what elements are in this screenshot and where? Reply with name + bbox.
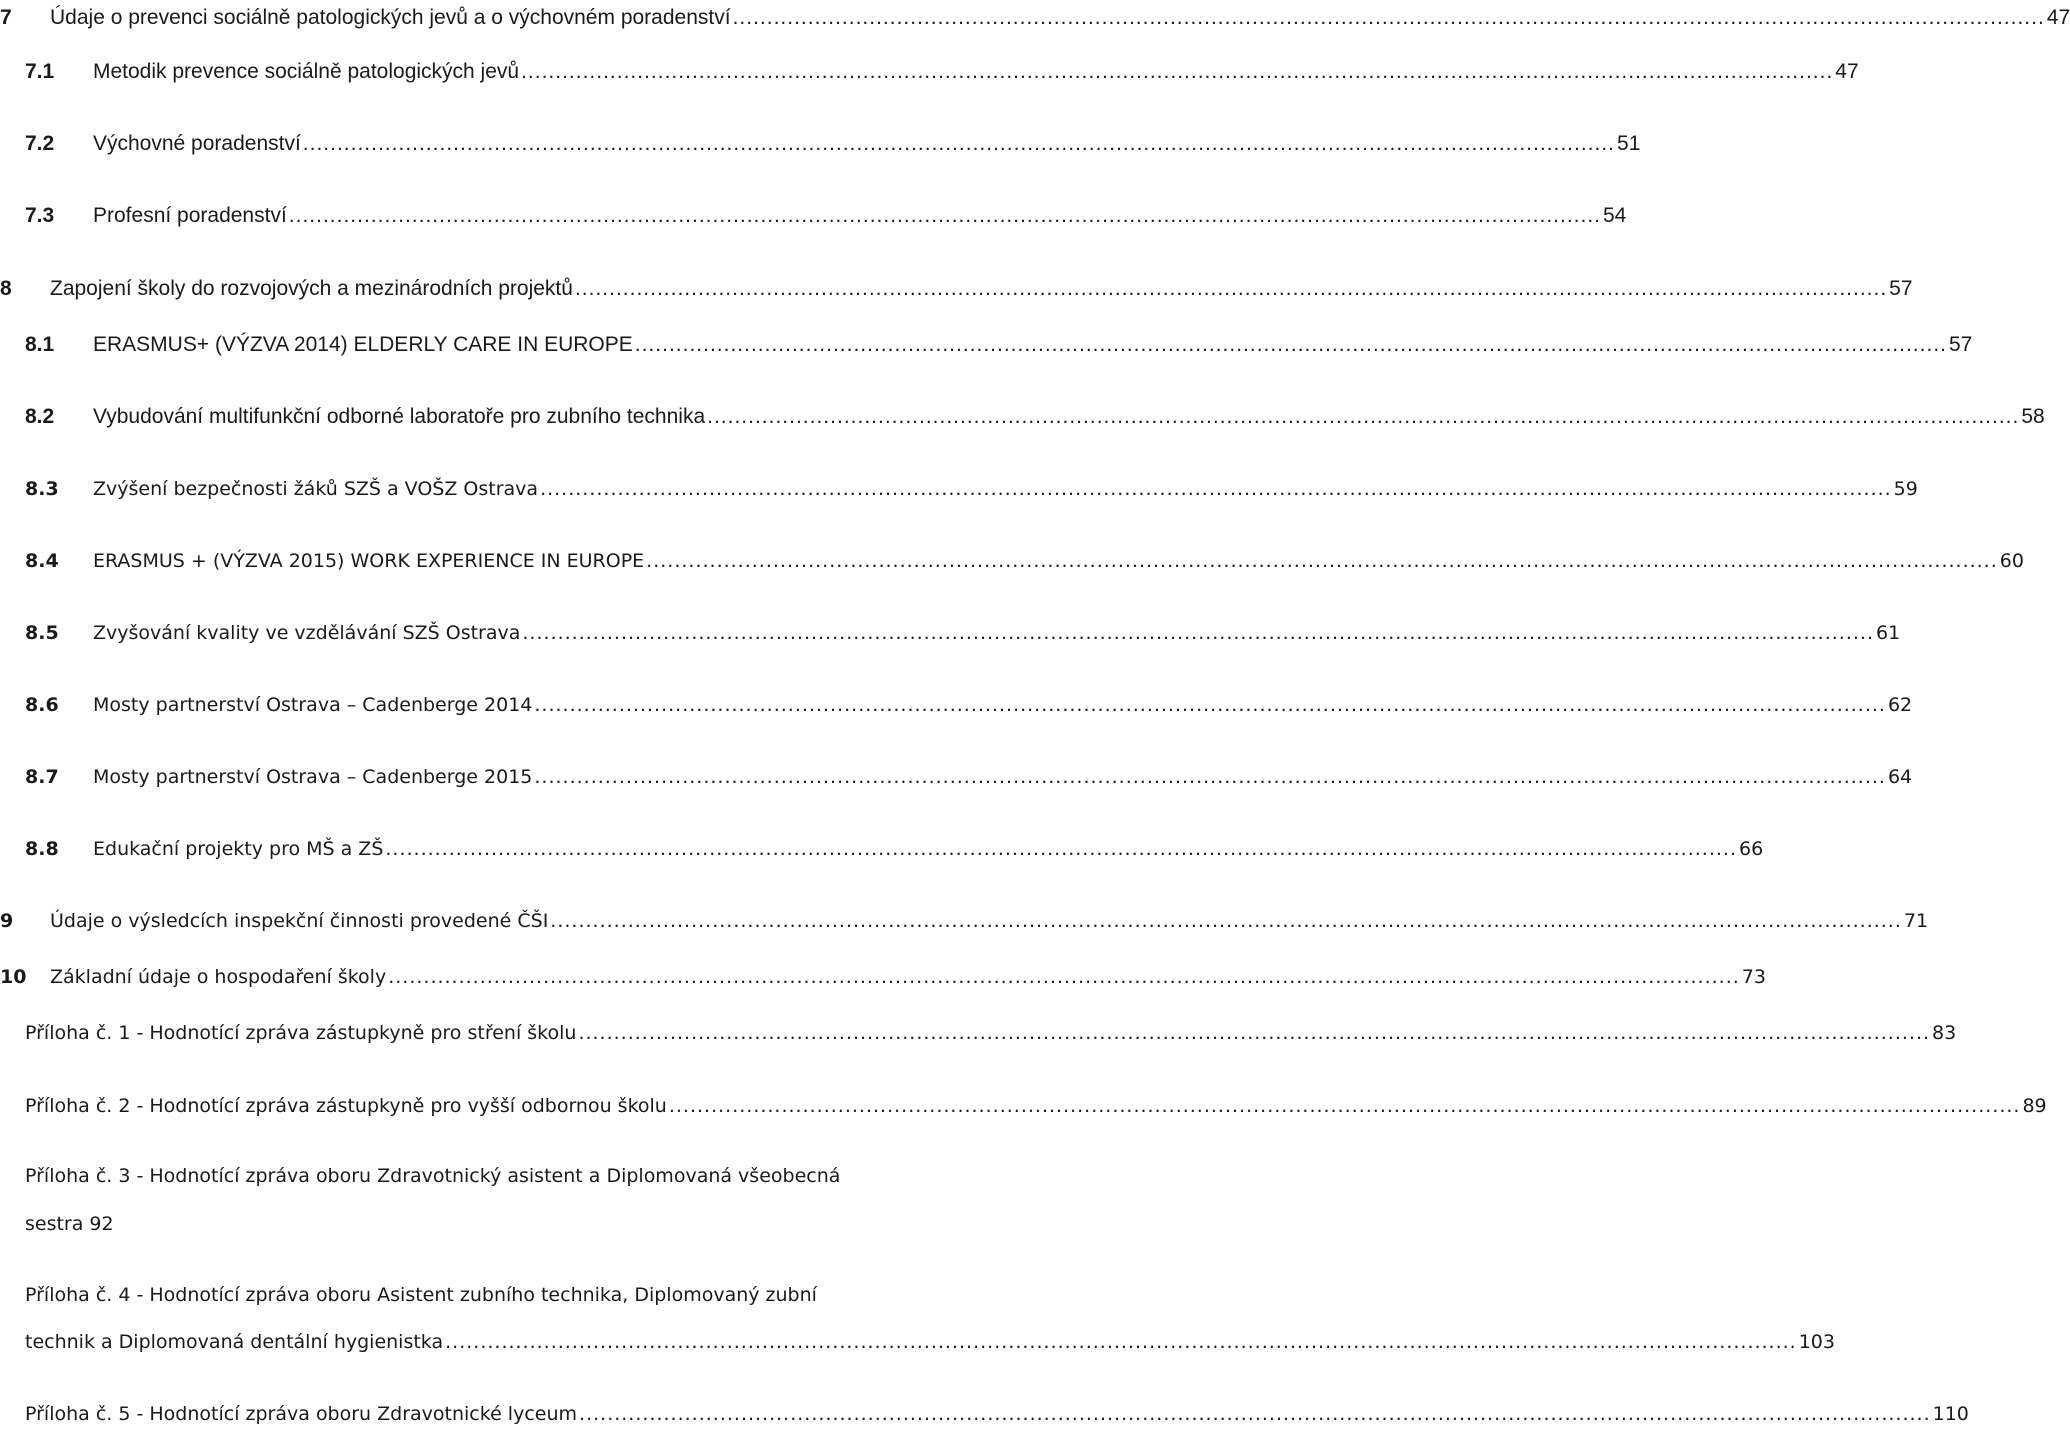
toc-entry[interactable] (0, 959, 1766, 995)
toc-leader-dots: ................................................................................................................................................................................................ (534, 766, 1886, 788)
toc-entry-title: Edukační projekty pro MŠ a ZŠ (93, 838, 384, 860)
toc-entry-page: 47 (1835, 60, 1859, 83)
appendix-page: 83 (1932, 1022, 1957, 1044)
appendix-title: Příloha č. 2 - Hodnotící zpráva zástupkyně pro vyšší odbornou školu (25, 1095, 667, 1117)
toc-entry-page: 71 (1903, 910, 1929, 932)
toc-leader-dots: ................................................................................................................................................................................................ (732, 6, 2045, 29)
toc-entry-number: 7.1 (25, 60, 55, 83)
toc-leader-dots: ................................................................................................................................................................................................ (521, 60, 1834, 83)
toc-entry-number: 8.8 (25, 838, 59, 860)
toc-entry[interactable] (0, 471, 1918, 507)
toc-entry[interactable] (0, 0, 2070, 36)
toc-entry-title: Profesní poradenství (93, 204, 287, 227)
toc-leader-dots: ................................................................................................................................................................................................ (707, 405, 2020, 428)
toc-entry-title: ERASMUS+ (VÝZVA 2014) ELDERLY CARE IN EUROPE (93, 333, 633, 356)
toc-entry-title: Údaje o výsledcích inspekční činnosti provedené ČŠI (50, 910, 549, 932)
toc-entry[interactable] (0, 903, 1929, 939)
toc-entry-page: 64 (1887, 766, 1913, 788)
toc-entry-number: 8.1 (25, 333, 55, 356)
toc-entry-title: Základní údaje o hospodaření školy (50, 966, 387, 988)
toc-entry-number: 8.6 (25, 694, 59, 716)
toc-entry-page: 51 (1617, 132, 1641, 155)
toc-entry-page: 57 (1889, 277, 1913, 300)
toc-entry-page: 59 (1893, 478, 1918, 500)
toc-entry-number: 7.3 (25, 204, 55, 227)
appendix-title: Příloha č. 1 - Hodnotící zpráva zástupkyně pro stření školu (25, 1022, 577, 1044)
toc-entry-page: 61 (1875, 622, 1901, 644)
toc-entry-page: 66 (1738, 838, 1764, 860)
toc-appendix-entry[interactable] (25, 1082, 2047, 1130)
toc-entry-number: 8.5 (25, 622, 59, 644)
toc-entry-title: Vybudování multifunkční odborné laboratoře pro zubního technika (93, 405, 706, 428)
toc-leader-dots: ................................................................................................................................................................................................ (445, 1331, 1797, 1353)
toc-entry[interactable] (0, 126, 1641, 162)
appendix-title: Příloha č. 5 - Hodnotící zpráva oboru Zdravotnické lyceum (25, 1403, 578, 1425)
toc-entry-title: Údaje o prevenci sociálně patologických jevů a o výchovném poradenství (50, 6, 731, 29)
toc-leader-dots: ................................................................................................................................................................................................ (540, 478, 1892, 500)
toc-entry-title: Mosty partnerství Ostrava – Cadenberge 2015 (93, 766, 533, 788)
toc-entry-title: Výchovné poradenství (93, 132, 301, 155)
appendix-title-line1: Příloha č. 4 - Hodnotící zpráva oboru Asistent zubního technika, Diplomovaný zubní (25, 1284, 817, 1306)
toc-entry[interactable] (0, 543, 2024, 579)
toc-entry-page: 57 (1948, 333, 1973, 356)
toc-entry-number: 8 (0, 277, 12, 300)
toc-appendix-entry[interactable] (25, 1009, 1957, 1057)
toc-leader-dots: ................................................................................................................................................................................................ (522, 622, 1874, 644)
toc-entry-number: 7.2 (25, 132, 55, 155)
toc-entry[interactable] (0, 831, 1764, 867)
toc-entry-page: 62 (1887, 694, 1913, 716)
toc-entry-title: Zvýšení bezpečnosti žáků SZŠ a VOŠZ Ostrava (93, 478, 539, 500)
appendix-page: 110 (1932, 1403, 1969, 1425)
toc-entry-number: 8.4 (25, 550, 59, 572)
toc-entry-title: ERASMUS + (VÝZVA 2015) WORK EXPERIENCE IN EUROPE (93, 550, 645, 572)
toc-entry-number: 8.7 (25, 766, 59, 788)
toc-entry-title: Zvyšování kvality ve vzdělávání SZŠ Ostrava (93, 622, 521, 644)
toc-leader-dots: ................................................................................................................................................................................................ (550, 910, 1902, 932)
toc-entry-title: Mosty partnerství Ostrava – Cadenberge 2014 (93, 694, 533, 716)
toc-entry[interactable] (0, 759, 1913, 795)
toc-appendix-entry[interactable] (25, 1390, 1969, 1438)
toc-entry-title: Metodik prevence sociálně patologických jevů (93, 60, 520, 83)
toc-leader-dots: ................................................................................................................................................................................................ (288, 204, 1601, 227)
toc-entry[interactable] (0, 687, 1913, 723)
toc-leader-dots: ................................................................................................................................................................................................ (579, 1403, 1931, 1425)
appendix-title-line2: technik a Diplomovaná dentální hygienistka (25, 1331, 444, 1353)
toc-entry-number: 10 (0, 966, 27, 988)
appendix-page: 103 (1798, 1331, 1835, 1353)
toc-leader-dots: ................................................................................................................................................................................................ (534, 694, 1886, 716)
toc-entry[interactable] (0, 54, 1859, 90)
toc-leader-dots: ................................................................................................................................................................................................ (574, 277, 1888, 300)
toc-entry-page: 60 (1999, 550, 2024, 572)
toc-appendix-entry-continued[interactable] (25, 1318, 1835, 1366)
toc-entry-number: 7 (0, 6, 12, 29)
toc-leader-dots: ................................................................................................................................................................................................ (385, 838, 1737, 860)
appendix-title-line2: sestra 92 (25, 1213, 114, 1235)
toc-entry-page: 73 (1741, 966, 1766, 988)
toc-entry-page: 58 (2021, 405, 2045, 428)
toc-leader-dots: ................................................................................................................................................................................................ (578, 1022, 1931, 1044)
toc-leader-dots: ................................................................................................................................................................................................ (646, 550, 1998, 572)
toc-entry-page: 54 (1603, 204, 1627, 227)
toc-entry[interactable] (0, 399, 2045, 435)
toc-leader-dots: ................................................................................................................................................................................................ (388, 966, 1740, 988)
toc-leader-dots: ................................................................................................................................................................................................ (634, 333, 1947, 356)
toc-entry-number: 9 (0, 910, 14, 932)
toc-appendix-entry[interactable] (25, 1152, 960, 1200)
toc-appendix-entry[interactable] (25, 1271, 960, 1319)
appendix-page: 89 (2022, 1095, 2047, 1117)
appendix-title-line1: Příloha č. 3 - Hodnotící zpráva oboru Zdravotnický asistent a Diplomovaná všeobecná (25, 1165, 841, 1187)
toc-leader-dots: ................................................................................................................................................................................................ (668, 1095, 2021, 1117)
toc-entry-page: 47 (2046, 6, 2070, 29)
toc-entry[interactable] (0, 327, 1973, 363)
toc-entry-number: 8.3 (25, 478, 59, 500)
toc-leader-dots: ................................................................................................................................................................................................ (302, 132, 1616, 155)
toc-entry[interactable] (0, 615, 1901, 651)
toc-entry[interactable] (0, 271, 1913, 307)
toc-appendix-entry-continued[interactable] (25, 1200, 960, 1248)
toc-entry[interactable] (0, 198, 1627, 234)
toc-entry-number: 8.2 (25, 405, 55, 428)
toc-entry-title: Zapojení školy do rozvojových a mezinárodních projektů (50, 277, 573, 300)
